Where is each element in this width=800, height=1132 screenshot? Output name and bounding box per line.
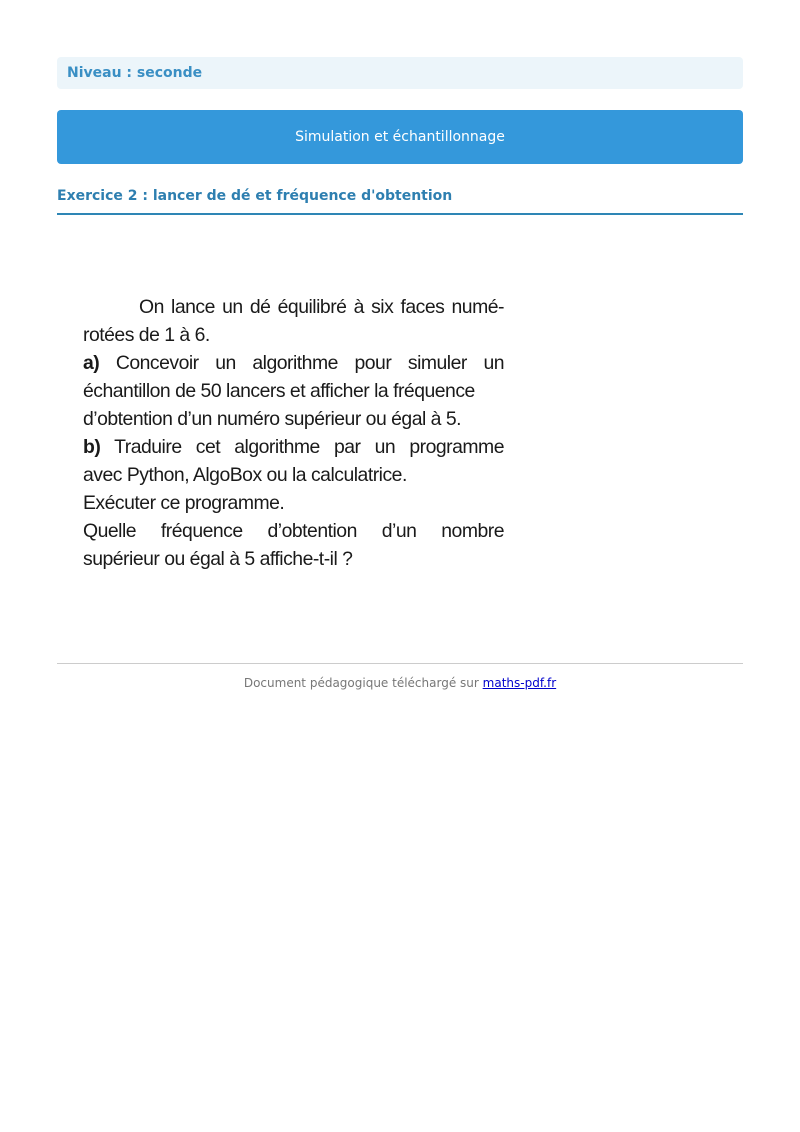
statement-line: Exécuter ce programme. [83, 492, 285, 514]
statement-line: On lance un dé équilibré à six faces numé- [139, 296, 504, 318]
statement-line: échantillon de 50 lancers et afficher la fréquence [83, 380, 475, 402]
exercise-statement-image [83, 293, 508, 578]
statement-line: rotées de 1 à 6. [83, 324, 210, 346]
exercise-title: Exercice 2 : lancer de dé et fréquence d'obtention [57, 188, 453, 204]
footer [57, 676, 743, 690]
footer-divider [57, 663, 743, 664]
part-a-label: a) [83, 352, 100, 374]
part-b-label: b) [83, 436, 101, 458]
statement-line: avec Python, AlgoBox ou la calculatrice. [83, 464, 407, 486]
level-label: Niveau : seconde [67, 65, 203, 81]
title-banner [57, 110, 743, 164]
statement-line [83, 349, 504, 377]
statement-line-text: Traduire cet algorithme par un programme [114, 436, 504, 458]
footer-link[interactable]: maths-pdf.fr [482, 676, 557, 690]
statement-line-text: Concevoir un algorithme pour simuler un [115, 352, 505, 374]
statement-line: supérieur ou égal à 5 affiche-t-il ? [83, 548, 353, 570]
footer-text: Document pédagogique téléchargé sur [243, 676, 479, 690]
exercise-heading [57, 185, 743, 215]
statement-line: Quelle fréquence d’obtention d’un nombre [83, 520, 504, 542]
page-title: Simulation et échantillonnage [295, 129, 505, 145]
statement-line: d’obtention d’un numéro supérieur ou égal à 5. [83, 408, 462, 430]
statement-line [83, 433, 504, 461]
level-box [57, 57, 743, 89]
